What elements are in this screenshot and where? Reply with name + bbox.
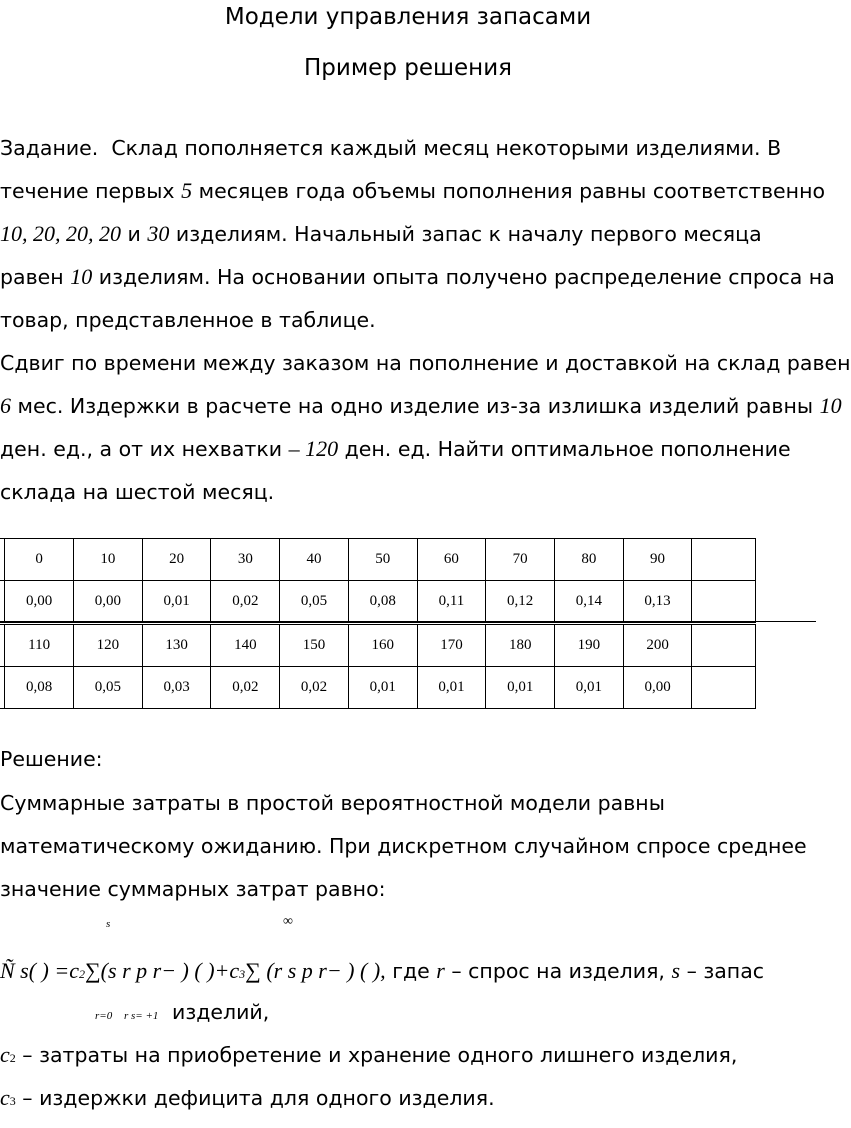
table-cell: 200 [623, 625, 692, 667]
table-cell: 0,11 [417, 581, 486, 623]
table-cell: 190 [555, 625, 624, 667]
task-line: мес. Издержки в расчете на одно изделие из-за излишка изделий равны [17, 394, 814, 418]
solution-line: значение суммарных затрат равно: [0, 877, 386, 901]
formula-text: изделий, [172, 1000, 270, 1024]
task-line: Склад пополняется каждый месяц некоторыми изделиями. В [111, 136, 782, 160]
table-cell [692, 539, 756, 581]
demand-table-top [0, 538, 756, 623]
c3-symbol: c [0, 1085, 10, 1110]
table-cell: 150 [280, 625, 349, 667]
table-cell [692, 581, 756, 623]
c2-symbol: c [0, 1042, 10, 1067]
table-cell: 60 [417, 539, 486, 581]
page-title: Модели управления запасами [224, 4, 592, 30]
task-line: склада на шестой месяц. [0, 480, 275, 504]
task-number: 10, 20, 20, 20 [0, 221, 121, 246]
demand-table-bottom [0, 624, 756, 709]
c2-definition [0, 1042, 737, 1068]
table-cell: 0,01 [417, 667, 486, 709]
table-cell: 0,02 [211, 581, 280, 623]
formula-var: r [436, 958, 445, 983]
table-cell: 160 [348, 625, 417, 667]
sum-lower-limit: r s= +1 [124, 1010, 159, 1022]
c2-subscript: 2 [9, 1051, 16, 1065]
table-cell: 40 [280, 539, 349, 581]
table-cell [692, 667, 756, 709]
task-line: ден. ед., а от их нехватки [0, 437, 283, 461]
table-cell: 180 [486, 625, 555, 667]
table-cell: 20 [142, 539, 211, 581]
c3-subscript: 3 [9, 1094, 16, 1108]
table-cell: 0,01 [142, 581, 211, 623]
table-cell: 0 [5, 539, 74, 581]
table-cell: 120 [74, 625, 143, 667]
task-number: – 120 [288, 436, 339, 461]
table-cell: 0,08 [348, 581, 417, 623]
c2-text: – затраты на приобретение и хранение одного лишнего изделия, [22, 1043, 738, 1067]
task-line: изделиям. На основании опыта получено распределение спроса на [98, 265, 835, 289]
table-cell: 0,13 [623, 581, 692, 623]
task-line: товар, представленное в таблице. [0, 308, 376, 332]
table-cell [692, 625, 756, 667]
formula-text: где [392, 959, 430, 983]
task-number: 30 [147, 221, 170, 246]
formula-text: – запас [686, 959, 765, 983]
table-cell: 0,01 [486, 667, 555, 709]
table-cell: 80 [554, 539, 623, 581]
table-cell: 90 [623, 539, 692, 581]
page-subtitle: Пример решения [303, 55, 513, 81]
formula-main: ∑ (r s p r− ) ( ), [245, 958, 386, 983]
table-cell: 170 [417, 625, 486, 667]
table-cell: 0,05 [280, 581, 349, 623]
table-cell: 130 [142, 625, 211, 667]
task-line: равен [0, 265, 64, 289]
table-cell: 0,00 [5, 581, 74, 623]
table-cell: 0,00 [623, 667, 692, 709]
task-number: 5 [181, 178, 193, 203]
table-cell: 70 [486, 539, 555, 581]
task-line: ден. ед. Найти оптимальное пополнение [344, 437, 791, 461]
task-number: 10 [70, 264, 93, 289]
formula-main: ∑(s r p r− ) ( )+c [85, 958, 240, 983]
formula-var: s [671, 958, 681, 983]
table-cell: 110 [5, 625, 74, 667]
table-row [0, 581, 756, 623]
formula-sub: 2 [79, 967, 85, 981]
formula-main: Ñ s( ) =c [0, 958, 79, 983]
sum-upper-limit: ∞ [283, 914, 293, 929]
table-cell: 0,14 [554, 581, 623, 623]
table-row [0, 539, 756, 581]
formula-sub: 3 [239, 967, 246, 981]
table-cell: 0,01 [555, 667, 624, 709]
c3-text: – издержки дефицита для одного изделия. [22, 1086, 495, 1110]
task-label: Задание. [0, 136, 99, 160]
table-divider [0, 621, 816, 622]
table-cell: 140 [211, 625, 280, 667]
task-line: изделиям. Начальный запас к началу первого месяца [175, 222, 762, 246]
sum-upper-limit: s [106, 918, 111, 930]
table-cell: 10 [74, 539, 143, 581]
sum-lower-limit: r=0 [95, 1010, 113, 1022]
task-number: 10 [819, 393, 842, 418]
c3-definition [0, 1085, 495, 1111]
table-row [0, 667, 756, 709]
solution-line: Суммарные затраты в простой вероятностной модели равны [0, 791, 665, 815]
solution-line: математическому ожиданию. При дискретном случайном спросе среднее [0, 834, 807, 858]
table-cell: 0,02 [211, 667, 280, 709]
task-line: Сдвиг по времени между заказом на пополнение и доставкой на склад равен [0, 351, 851, 375]
task-line: месяцев года объемы пополнения равны соответственно [198, 179, 826, 203]
table-cell: 0,02 [280, 667, 349, 709]
table-cell: 50 [348, 539, 417, 581]
table-cell: 0,08 [5, 667, 74, 709]
task-number: 6 [0, 393, 11, 418]
task-line: течение первых [0, 179, 175, 203]
table-cell: 0,12 [486, 581, 555, 623]
table-cell: 30 [211, 539, 280, 581]
formula-text: – спрос на изделия, [451, 959, 665, 983]
table-cell: 0,03 [142, 667, 211, 709]
table-cell: 0,01 [348, 667, 417, 709]
table-cell: 0,00 [74, 581, 143, 623]
solution-label: Решение: [0, 747, 103, 771]
task-line: и [127, 222, 141, 246]
table-row [0, 625, 756, 667]
table-cell: 0,05 [74, 667, 143, 709]
